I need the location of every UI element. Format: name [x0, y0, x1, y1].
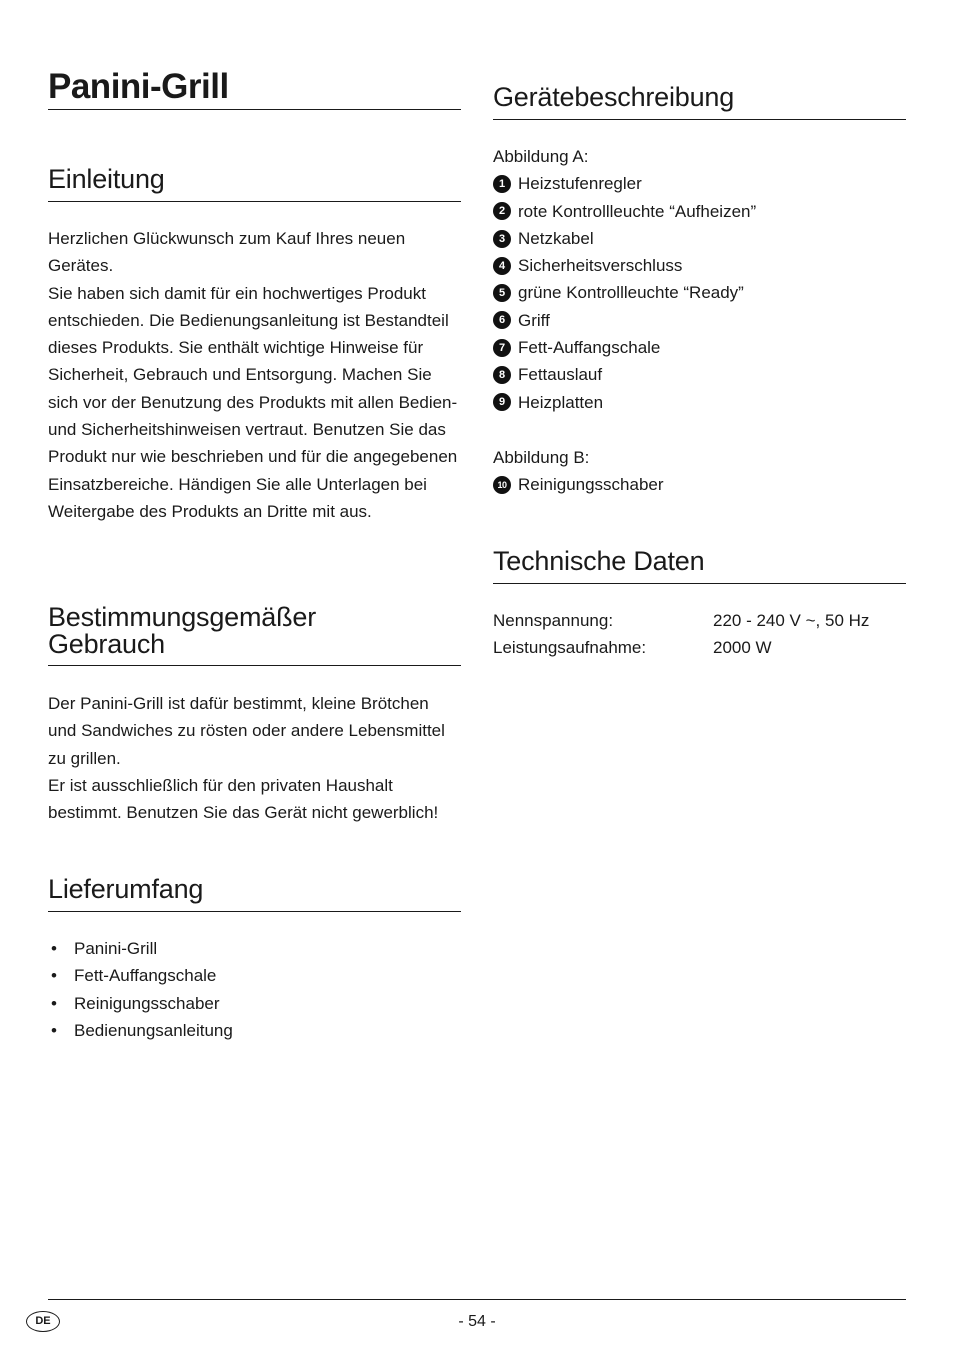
list-item: [48, 962, 461, 989]
list-item-label: rote Kontrollleuchte “Aufheizen”: [518, 201, 757, 221]
list-item-label: grüne Kontrollleuchte “Ready”: [518, 283, 744, 303]
list-item-label: Fettauslauf: [518, 365, 603, 385]
section-heading-technische-daten: Technische Daten: [493, 548, 906, 584]
list-item: [493, 471, 906, 498]
list-item-label: Bedienungsanleitung: [74, 1020, 233, 1040]
figure-a-list: [493, 143, 906, 416]
figure-b-list: [493, 444, 906, 499]
figure-b-label: Abbildung B:: [493, 448, 590, 467]
list-item: [48, 935, 461, 962]
list-item-label: Panini-Grill: [74, 939, 158, 958]
list-item-label: Griff: [518, 310, 550, 330]
section-heading-lieferumfang: Lieferumfang: [48, 876, 461, 912]
table-row: [493, 607, 906, 634]
bestimmung-text: [48, 690, 461, 826]
einleitung-paragraph: Sie haben sich damit für ein hochwertiges Produkt entschieden. Die Bedienungsanleitung ist Bestandteil dieses Produkts. Sie enthält wichtige Hinweise für Sicherheit, Gebrauch und Entsorgung. Machen Sie sich vor der Benutzung des Produkts mit allen Bedien- und Sicherheitshinweisen vertraut. Benutzen Sie das Produkt nur wie beschrieben und für die angegebenen Einsatzbereiche. Händigen Sie alle Unterlagen bei Weitergabe des Produkts an Dritte mit aus.: [48, 283, 458, 521]
table-row: [493, 634, 906, 661]
bestimmung-paragraph: Der Panini-Grill ist dafür bestimmt, kleine Brötchen und Sandwiches zu rösten oder andere Lebensmittel zu grillen.: [48, 694, 445, 768]
spec-label: Nennspannung:: [493, 611, 614, 630]
figure-a-label: Abbildung A:: [493, 147, 589, 166]
number-5-icon: 5: [493, 284, 511, 302]
list-item-label: Heizstufenregler: [518, 174, 642, 194]
language-badge: DE: [26, 1311, 60, 1332]
list-item-label: Sicherheitsverschluss: [518, 256, 683, 276]
bullet-icon: •: [51, 993, 57, 1013]
lieferumfang-list: [48, 935, 461, 1044]
number-9-icon: 9: [493, 393, 511, 411]
bullet-icon: •: [51, 1020, 57, 1040]
bullet-icon: •: [51, 939, 57, 958]
spec-label: Leistungsaufnahme:: [493, 638, 647, 658]
spec-value: 2000 W: [713, 638, 772, 658]
list-item-label: Fett-Auffangschale: [518, 338, 661, 358]
list-item-label: Netzkabel: [518, 228, 594, 248]
number-8-icon: 8: [493, 366, 511, 384]
section-heading-einleitung: Einleitung: [48, 166, 461, 202]
number-10-icon: 10: [493, 476, 511, 494]
list-item: [48, 990, 461, 1017]
list-item-label: Reinigungsschaber: [518, 475, 664, 495]
spec-table: [493, 607, 906, 662]
number-2-icon: 2: [493, 202, 511, 220]
section-heading-bestimmung: [48, 604, 461, 666]
list-item: [493, 307, 906, 334]
list-item: [493, 225, 906, 252]
bullet-icon: •: [51, 966, 57, 986]
einleitung-text: [48, 225, 461, 525]
list-item-label: Reinigungsschaber: [74, 993, 220, 1013]
einleitung-paragraph: Herzlichen Glückwunsch zum Kauf Ihres neuen Gerätes.: [48, 229, 406, 276]
list-item: [493, 170, 906, 197]
list-item-label: Heizplatten: [518, 392, 604, 412]
bestimmung-paragraph: Er ist ausschließlich für den privaten Haushalt bestimmt. Benutzen Sie das Gerät nicht gewerblich!: [48, 775, 439, 823]
list-item: [493, 198, 906, 225]
page-number: - 54 -: [458, 1313, 496, 1330]
number-4-icon: 4: [493, 257, 511, 275]
list-item: [493, 279, 906, 306]
number-1-icon: 1: [493, 175, 511, 193]
list-item: [493, 334, 906, 361]
number-3-icon: 3: [493, 230, 511, 248]
page-title: Panini-Grill: [48, 66, 461, 110]
list-item: [493, 361, 906, 388]
heading-line: Gebrauch: [48, 629, 165, 659]
list-item-label: Fett-Auffangschale: [74, 966, 217, 986]
list-item: [493, 389, 906, 416]
number-7-icon: 7: [493, 339, 511, 357]
number-6-icon: 6: [493, 311, 511, 329]
list-item: [48, 1017, 461, 1044]
list-item: [493, 252, 906, 279]
footer-divider: [48, 1299, 906, 1300]
spec-value: 220 - 240 V ~, 50 Hz: [713, 611, 870, 630]
heading-line: Bestimmungsgemäßer: [48, 602, 316, 632]
section-heading-geraetebeschreibung: Gerätebeschreibung: [493, 84, 906, 120]
